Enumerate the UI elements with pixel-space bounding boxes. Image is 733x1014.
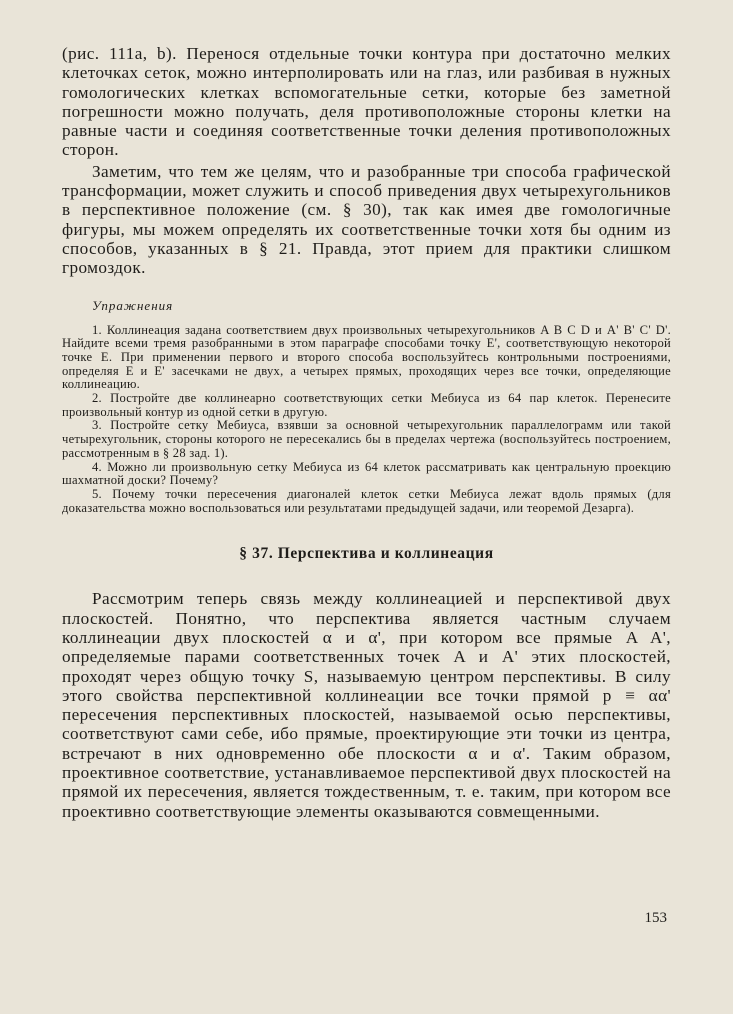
paragraph-transformation-note: Заметим, что тем же целям, что и разобранные три способа графической трансформации, может служить и способ приведения двух четырехугольников в перспективное положение (см. § 30), так как имея две гомологичные фигуры, мы можем определять их соответственные точки хотя бы одним из способов, указанных в § 21. Правда, этот прием для практики слишком громоздок. — [62, 161, 671, 278]
exercise-item-3: 3. Постройте сетку Мебиуса, взявши за основной четырехугольник параллелограмм или такой четырехугольник, стороны которого не пересекались бы в пределах чертежа (воспользуйтесь построением, рассмотренным в § 28 зад. 1). — [62, 418, 671, 460]
exercises-title: Упражнения — [92, 297, 174, 313]
exercise-item-2: 2. Постройте две коллинеарно соответствующих сетки Мебиуса из 64 пар клеток. Перенесите произвольный контур из одной сетки в другую. — [62, 391, 671, 419]
exercise-item-5: 5. Почему точки пересечения диагоналей клеток сетки Мебиуса лежат вдоль прямых (для доказательства можно воспользоваться или результатами предыдущей задачи, или теоремой Дезарга). — [62, 487, 671, 515]
section-heading: § 37. Перспектива и коллинеация — [239, 545, 494, 563]
section-paragraph: Рассмотрим теперь связь между коллинеацией и перспективой двух плоскостей. Понятно, что перспектива является частным случаем коллинеации двух плоскостей α и α', при котором все прямые A A', определяемые парами соответственных точек A и A' этих плоскостей, проходят через общую точку S, называемую центром перспективы. В силу этого свойства перспективной коллинеации все точки прямой p ≡ αα' пересечения перспективных плоскостей, называемой осью перспективы, соответствуют сами себе, ибо прямые, проектирующие эти точки из центра, встречают в них одновременно обе плоскости α и α'. Таким образом, проективное соответствие, устанавливаемое перспективой двух плоскостей на прямой их пересечения, является тождественным, т. е. таким, при котором все проективно соответствующие элементы оказываются совмещенными. — [62, 589, 671, 821]
exercises-block — [62, 298, 671, 516]
exercise-item-1: 1. Коллинеация задана соответствием двух произвольных четырехугольников A B C D и A' B' C' D'. Найдите всеми тремя разобранными в этом параграфе способами точку E', соответствующую некоторой точке E. При применении первого и второго способа воспользуйтесь контрольными построениями, определяя E и E' засечками не двух, а четырех прямых, проходящих через все точки, определяющие коллинеацию. — [62, 322, 671, 392]
page-number: 153 — [644, 910, 667, 926]
paragraph-continuation: (рис. 111a, b). Перенося отдельные точки контура при достаточно мелких клеточках сеток, можно интерполировать или на глаз, или разбивая в нужных гомологических клетках вспомогательные сетки, которые без заметной погрешности можно получать, деля противоположные стороны клетки на равные части и соединяя соответственные точки деления противоположных сторон. — [62, 44, 671, 160]
exercise-item-4: 4. Можно ли произвольную сетку Мебиуса из 64 клеток рассматривать как центральную проекцию шахматной доски? Почему? — [62, 459, 671, 488]
